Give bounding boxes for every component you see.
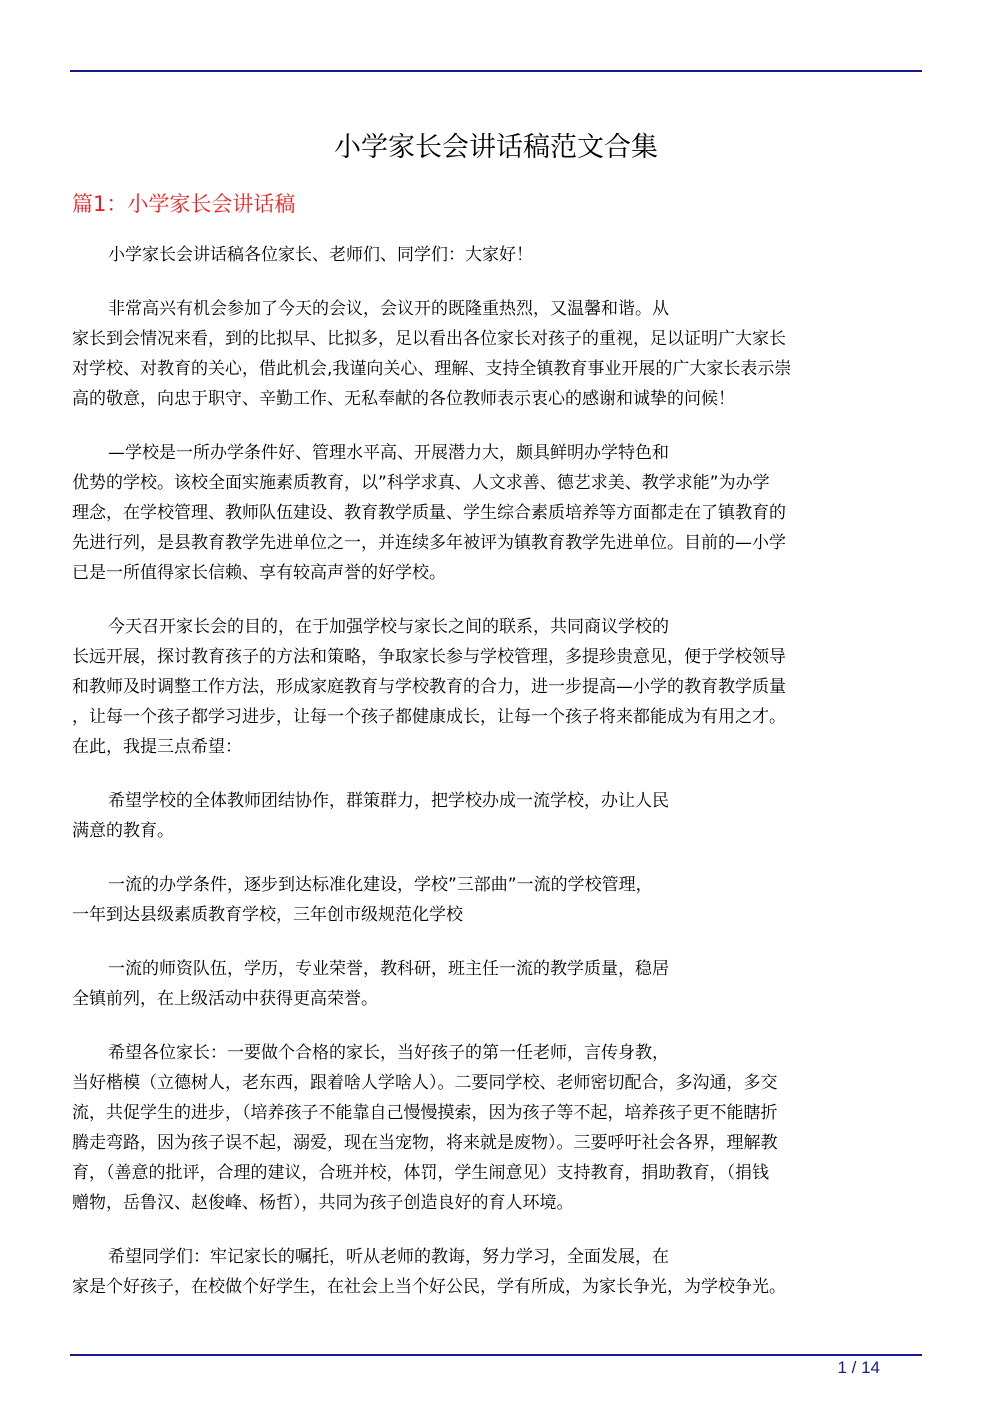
paragraph-hope-students — [72, 1242, 922, 1302]
paragraph-school-intro — [72, 438, 922, 588]
text-line: 在此，我提三点希望： — [72, 737, 242, 757]
section-heading: 篇1：小学家长会讲话稿 — [72, 192, 296, 216]
header-rule — [70, 70, 922, 72]
paragraph-meeting-purpose — [72, 612, 922, 762]
paragraph-hope-parents — [72, 1038, 922, 1218]
text-line: 赠物，岳鲁汉、赵俊峰、杨哲），共同为孩子创造良好的育人环境。 — [72, 1193, 574, 1213]
text-line: 腾走弯路，因为孩子误不起，溺爱，现在当宠物，将来就是废物）。三要呼吁社会各界，理解教 — [72, 1133, 778, 1153]
text-line: 已是一所值得家长信赖、享有较高声誉的好学校。 — [72, 563, 446, 583]
text-line: 今天召开家长会的目的，在于加强学校与家长之间的联系，共同商议学校的 — [108, 617, 669, 637]
text-line: 长远开展，探讨教育孩子的方法和策略，争取家长参与学校管理，多提珍贵意见，便于学校领导 — [72, 647, 786, 667]
footer-rule — [70, 1354, 922, 1356]
paragraph-greeting — [72, 240, 922, 270]
text-line: 一流的办学条件，逐步到达标准化建设，学校”三部曲”一流的学校管理， — [108, 875, 653, 895]
text-line: 一流的师资队伍，学历，专业荣誉，教科研，班主任一流的教学质量，稳居 — [108, 959, 669, 979]
text-line: 高的敬意，向忠于职守、辛勤工作、无私奉献的各位教师表示衷心的感谢和诚挚的问候！ — [72, 389, 735, 409]
page-number: 1 / 14 — [837, 1358, 880, 1377]
paragraph-opening — [72, 294, 922, 414]
paragraph-hope-teachers — [72, 786, 922, 846]
text-line: 希望同学们：牢记家长的嘱托，听从老师的教诲，努力学习，全面发展，在 — [108, 1247, 669, 1267]
text-line: 优势的学校。该校全面实施素质教育，以”科学求真、人文求善、德艺求美、教学求能”为办学 — [72, 473, 770, 493]
text-line: 全镇前列，在上级活动中获得更高荣誉。 — [72, 989, 378, 1009]
text-line: 满意的教育。 — [72, 821, 174, 841]
document-body — [72, 240, 922, 1326]
paragraph-teaching-staff — [72, 954, 922, 1014]
text-line: 家是个好孩子，在校做个好学生，在社会上当个好公民，学有所成，为家长争光，为学校争光。 — [72, 1277, 786, 1297]
text-line: 一年到达县级素质教育学校，三年创市级规范化学校 — [72, 905, 463, 925]
text-line: 流，共促学生的进步，（培养孩子不能靠自己慢慢摸索，因为孩子等不起，培养孩子更不能瞎折 — [72, 1103, 778, 1123]
text-line: ，让每一个孩子都学习进步，让每一个孩子都健康成长，让每一个孩子将来都能成为有用之才。 — [72, 707, 786, 727]
text-line: 家长到会情况来看，到的比拟早、比拟多，足以看出各位家长对孩子的重视，足以证明广大家长 — [72, 329, 786, 349]
text-line: 希望各位家长：一要做个合格的家长，当好孩子的第一任老师，言传身教， — [108, 1043, 669, 1063]
paragraph-school-conditions — [72, 870, 922, 930]
text-line: 小学家长会讲话稿各位家长、老师们、同学们：大家好！ — [108, 245, 533, 265]
text-line: 育，（善意的批评，合理的建议，合班并校，体罚，学生闹意见）支持教育，捐助教育，（捐钱 — [72, 1163, 769, 1183]
text-line: 先进行列，是县教育教学先进单位之一，并连续多年被评为镇教育教学先进单位。目前的—小学 — [72, 533, 786, 553]
text-line: —学校是一所办学条件好、管理水平高、开展潜力大，颇具鲜明办学特色和 — [108, 443, 669, 463]
text-line: 理念，在学校管理、教师队伍建设、教育教学质量、学生综合素质培养等方面都走在了镇教育的 — [72, 503, 786, 523]
text-line: 希望学校的全体教师团结协作，群策群力，把学校办成一流学校，办让人民 — [108, 791, 669, 811]
text-line: 当好楷模（立德树人，老东西，跟着啥人学啥人）。二要同学校、老师密切配合，多沟通，多交 — [72, 1073, 778, 1093]
text-line: 和教师及时调整工作方法，形成家庭教育与学校教育的合力，进一步提高—小学的教育教学质量 — [72, 677, 786, 697]
text-line: 非常高兴有机会参加了今天的会议，会议开的既隆重热烈，又温馨和谐。从 — [108, 299, 669, 319]
document-title: 小学家长会讲话稿范文合集 — [334, 132, 658, 163]
text-line: 对学校、对教育的关心，借此机会,我谨向关心、理解、支持全镇教育事业开展的广大家长表示崇 — [72, 359, 792, 379]
